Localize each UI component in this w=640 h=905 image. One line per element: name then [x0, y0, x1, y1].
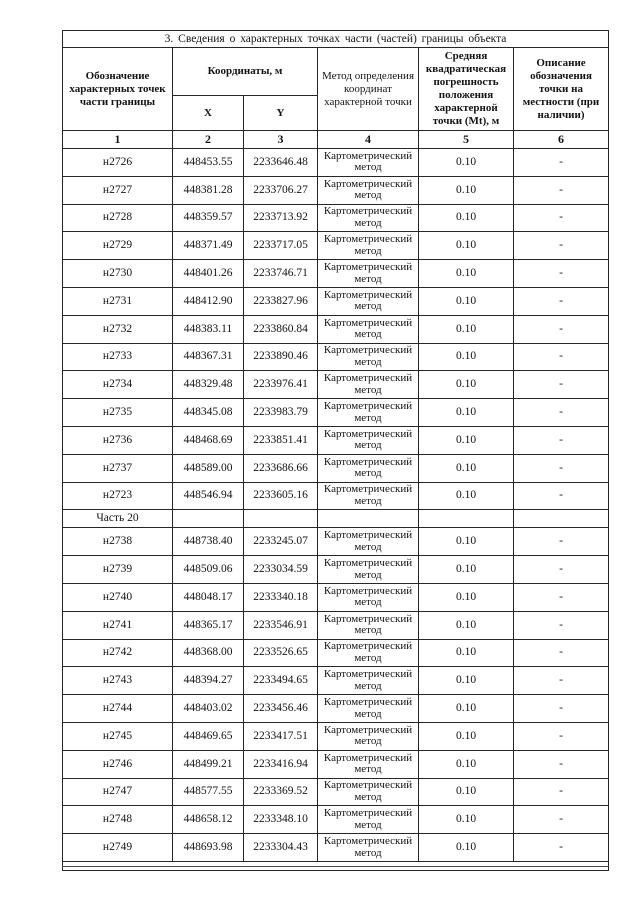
x-coordinate-cell: 448658.12 [173, 806, 244, 834]
y-coordinate-cell: 2233860.84 [244, 315, 318, 343]
footer-rule [62, 866, 608, 867]
method-cell: Картометрический метод [318, 556, 419, 584]
point-cell: н2730 [63, 260, 173, 288]
description-cell: - [514, 778, 609, 806]
point-cell: н2739 [63, 556, 173, 584]
y-coordinate-cell: 2233245.07 [244, 528, 318, 556]
point-cell: н2738 [63, 528, 173, 556]
table-row [63, 482, 609, 510]
method-cell: Картометрический метод [318, 528, 419, 556]
point-cell: н2735 [63, 399, 173, 427]
description-cell: - [514, 834, 609, 862]
y-coordinate-cell: 2233827.96 [244, 287, 318, 315]
x-coordinate-cell: 448383.11 [173, 315, 244, 343]
x-coordinate-cell: 448499.21 [173, 750, 244, 778]
description-cell: - [514, 371, 609, 399]
description-cell: - [514, 806, 609, 834]
method-cell: Картометрический метод [318, 149, 419, 177]
column-number: 2 [173, 131, 244, 149]
method-cell: Картометрический метод [318, 232, 419, 260]
point-cell: н2746 [63, 750, 173, 778]
x-coordinate-cell: 448546.94 [173, 482, 244, 510]
empty-cell [318, 510, 419, 528]
table-row [63, 260, 609, 288]
method-cell: Картометрический метод [318, 315, 419, 343]
y-coordinate-cell: 2233646.48 [244, 149, 318, 177]
x-coordinate-cell: 448048.17 [173, 583, 244, 611]
x-coordinate-cell: 448367.31 [173, 343, 244, 371]
table-row [63, 287, 609, 315]
method-cell: Картометрический метод [318, 204, 419, 232]
error-cell: 0.10 [419, 454, 514, 482]
x-coordinate-cell: 448345.08 [173, 399, 244, 427]
point-cell: н2727 [63, 176, 173, 204]
point-cell: н2742 [63, 639, 173, 667]
y-coordinate-cell: 2233686.66 [244, 454, 318, 482]
error-cell: 0.10 [419, 722, 514, 750]
y-coordinate-cell: 2233034.59 [244, 556, 318, 584]
description-cell: - [514, 639, 609, 667]
x-coordinate-cell: 448577.55 [173, 778, 244, 806]
method-cell: Картометрический метод [318, 611, 419, 639]
part-label: Часть 20 [63, 510, 173, 528]
empty-cell [419, 510, 514, 528]
method-cell: Картометрический метод [318, 287, 419, 315]
y-coordinate-cell: 2233605.16 [244, 482, 318, 510]
boundary-points-table [62, 30, 609, 871]
point-cell: н2745 [63, 722, 173, 750]
x-coordinate-cell: 448469.65 [173, 722, 244, 750]
section-title: 3. Сведения о характерных точках части (частей) границы объекта [63, 31, 609, 48]
y-coordinate-cell: 2233456.46 [244, 695, 318, 723]
table-row [63, 315, 609, 343]
x-coordinate-cell: 448401.26 [173, 260, 244, 288]
column-number: 5 [419, 131, 514, 149]
error-cell: 0.10 [419, 639, 514, 667]
table-row [63, 639, 609, 667]
header-row [63, 48, 609, 96]
y-coordinate-cell: 2233494.65 [244, 667, 318, 695]
point-cell: н2729 [63, 232, 173, 260]
table-row [63, 528, 609, 556]
y-coordinate-cell: 2233746.71 [244, 260, 318, 288]
error-cell: 0.10 [419, 750, 514, 778]
description-cell: - [514, 176, 609, 204]
method-cell: Картометрический метод [318, 371, 419, 399]
method-cell: Картометрический метод [318, 260, 419, 288]
header-method: Метод определения координат характерной точки [318, 48, 419, 131]
method-cell: Картометрический метод [318, 639, 419, 667]
x-coordinate-cell: 448371.49 [173, 232, 244, 260]
description-cell: - [514, 722, 609, 750]
point-cell: н2737 [63, 454, 173, 482]
method-cell: Картометрический метод [318, 750, 419, 778]
column-number: 4 [318, 131, 419, 149]
error-cell: 0.10 [419, 426, 514, 454]
point-cell: н2740 [63, 583, 173, 611]
header-point: Обозначение характерных точек части границы [63, 48, 173, 131]
column-number-row [63, 131, 609, 149]
table-row [63, 695, 609, 723]
point-cell: н2736 [63, 426, 173, 454]
y-coordinate-cell: 2233416.94 [244, 750, 318, 778]
y-coordinate-cell: 2233348.10 [244, 806, 318, 834]
point-cell: н2743 [63, 667, 173, 695]
description-cell: - [514, 583, 609, 611]
method-cell: Картометрический метод [318, 778, 419, 806]
point-cell: н2748 [63, 806, 173, 834]
error-cell: 0.10 [419, 528, 514, 556]
description-cell: - [514, 260, 609, 288]
point-cell: н2732 [63, 315, 173, 343]
error-cell: 0.10 [419, 343, 514, 371]
description-cell: - [514, 695, 609, 723]
error-cell: 0.10 [419, 778, 514, 806]
y-coordinate-cell: 2233417.51 [244, 722, 318, 750]
method-cell: Картометрический метод [318, 722, 419, 750]
x-coordinate-cell: 448589.00 [173, 454, 244, 482]
column-number: 3 [244, 131, 318, 149]
point-cell: н2744 [63, 695, 173, 723]
table-row [63, 454, 609, 482]
description-cell: - [514, 343, 609, 371]
description-cell: - [514, 149, 609, 177]
x-coordinate-cell: 448381.28 [173, 176, 244, 204]
y-coordinate-cell: 2233890.46 [244, 343, 318, 371]
x-coordinate-cell: 448509.06 [173, 556, 244, 584]
point-cell: н2728 [63, 204, 173, 232]
table-row [63, 722, 609, 750]
method-cell: Картометрический метод [318, 343, 419, 371]
description-cell: - [514, 315, 609, 343]
table-row [63, 204, 609, 232]
table-row [63, 149, 609, 177]
error-cell: 0.10 [419, 482, 514, 510]
header-x: X [173, 96, 244, 131]
description-cell: - [514, 426, 609, 454]
description-cell: - [514, 482, 609, 510]
table-row [63, 611, 609, 639]
x-coordinate-cell: 448329.48 [173, 371, 244, 399]
point-cell: н2749 [63, 834, 173, 862]
header-description: Описание обозначения точки на местности (при наличии) [514, 48, 609, 131]
part-row [63, 510, 609, 528]
y-coordinate-cell: 2233304.43 [244, 834, 318, 862]
error-cell: 0.10 [419, 315, 514, 343]
method-cell: Картометрический метод [318, 426, 419, 454]
description-cell: - [514, 399, 609, 427]
description-cell: - [514, 556, 609, 584]
table-row [63, 556, 609, 584]
y-coordinate-cell: 2233713.92 [244, 204, 318, 232]
table-row [63, 778, 609, 806]
description-cell: - [514, 611, 609, 639]
header-y: Y [244, 96, 318, 131]
section-title-row [63, 31, 609, 48]
table-row [63, 667, 609, 695]
table-row [63, 343, 609, 371]
error-cell: 0.10 [419, 695, 514, 723]
point-cell: н2726 [63, 149, 173, 177]
table-row [63, 176, 609, 204]
x-coordinate-cell: 448693.98 [173, 834, 244, 862]
description-cell: - [514, 750, 609, 778]
method-cell: Картометрический метод [318, 583, 419, 611]
error-cell: 0.10 [419, 667, 514, 695]
error-cell: 0.10 [419, 834, 514, 862]
method-cell: Картометрический метод [318, 399, 419, 427]
method-cell: Картометрический метод [318, 834, 419, 862]
error-cell: 0.10 [419, 371, 514, 399]
error-cell: 0.10 [419, 583, 514, 611]
error-cell: 0.10 [419, 611, 514, 639]
description-cell: - [514, 454, 609, 482]
table-row [63, 750, 609, 778]
column-number: 6 [514, 131, 609, 149]
table-row [63, 583, 609, 611]
description-cell: - [514, 204, 609, 232]
table-row [63, 806, 609, 834]
x-coordinate-cell: 448738.40 [173, 528, 244, 556]
description-cell: - [514, 287, 609, 315]
y-coordinate-cell: 2233983.79 [244, 399, 318, 427]
table-row [63, 232, 609, 260]
x-coordinate-cell: 448403.02 [173, 695, 244, 723]
empty-cell [173, 510, 244, 528]
description-cell: - [514, 232, 609, 260]
x-coordinate-cell: 448394.27 [173, 667, 244, 695]
error-cell: 0.10 [419, 806, 514, 834]
y-coordinate-cell: 2233717.05 [244, 232, 318, 260]
error-cell: 0.10 [419, 176, 514, 204]
x-coordinate-cell: 448468.69 [173, 426, 244, 454]
point-cell: н2723 [63, 482, 173, 510]
method-cell: Картометрический метод [318, 482, 419, 510]
error-cell: 0.10 [419, 556, 514, 584]
error-cell: 0.10 [419, 399, 514, 427]
y-coordinate-cell: 2233976.41 [244, 371, 318, 399]
column-number: 1 [63, 131, 173, 149]
x-coordinate-cell: 448365.17 [173, 611, 244, 639]
error-cell: 0.10 [419, 149, 514, 177]
point-cell: н2733 [63, 343, 173, 371]
method-cell: Картометрический метод [318, 806, 419, 834]
method-cell: Картометрический метод [318, 454, 419, 482]
table-row [63, 834, 609, 862]
point-cell: н2731 [63, 287, 173, 315]
y-coordinate-cell: 2233369.52 [244, 778, 318, 806]
x-coordinate-cell: 448453.55 [173, 149, 244, 177]
table-row [63, 399, 609, 427]
point-cell: н2741 [63, 611, 173, 639]
y-coordinate-cell: 2233706.27 [244, 176, 318, 204]
x-coordinate-cell: 448412.90 [173, 287, 244, 315]
y-coordinate-cell: 2233546.91 [244, 611, 318, 639]
method-cell: Картометрический метод [318, 667, 419, 695]
error-cell: 0.10 [419, 232, 514, 260]
description-cell: - [514, 667, 609, 695]
method-cell: Картометрический метод [318, 695, 419, 723]
y-coordinate-cell: 2233851.41 [244, 426, 318, 454]
table-row [63, 371, 609, 399]
error-cell: 0.10 [419, 204, 514, 232]
y-coordinate-cell: 2233340.18 [244, 583, 318, 611]
error-cell: 0.10 [419, 287, 514, 315]
y-coordinate-cell: 2233526.65 [244, 639, 318, 667]
empty-cell [514, 510, 609, 528]
header-error: Средняя квадратическая погрешность положения характерной точки (Mt), м [419, 48, 514, 131]
error-cell: 0.10 [419, 260, 514, 288]
point-cell: н2747 [63, 778, 173, 806]
point-cell: н2734 [63, 371, 173, 399]
x-coordinate-cell: 448368.00 [173, 639, 244, 667]
method-cell: Картометрический метод [318, 176, 419, 204]
x-coordinate-cell: 448359.57 [173, 204, 244, 232]
description-cell: - [514, 528, 609, 556]
table-row [63, 426, 609, 454]
empty-cell [244, 510, 318, 528]
header-coordinates: Координаты, м [173, 48, 318, 96]
